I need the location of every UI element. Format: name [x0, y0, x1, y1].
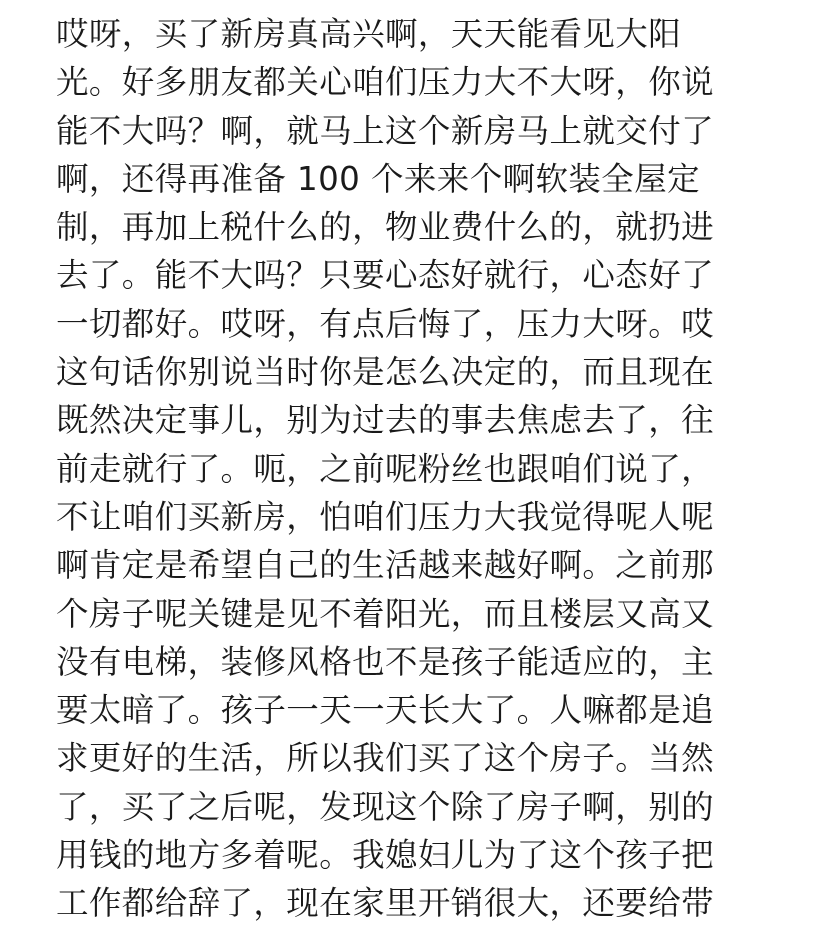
article-text [56, 10, 756, 928]
text-line: 不让咱们买新房，怕咱们压力大我觉得呢人呢 [56, 497, 715, 536]
text-line: 能不大吗？啊，就马上这个新房马上就交付了 [56, 111, 715, 150]
text-line: 制，再加上税什么的，物业费什么的，就扔进 [56, 208, 715, 247]
text-line: 没有电梯，装修风格也不是孩子能适应的，主 [56, 642, 715, 681]
text-line: 这句话你别说当时你是怎么决定的，而且现在 [56, 353, 715, 392]
text-line: 啊，还得再准备 100 个来来个啊软装全屋定 [56, 159, 700, 198]
text-line: 光。好多朋友都关心咱们压力大不大呀，你说 [56, 63, 715, 102]
text-line: 啊肯定是希望自己的生活越来越好啊。之前那 [56, 546, 715, 585]
text-line: 去了。能不大吗？只要心态好就行，心态好了 [56, 256, 715, 295]
text-line: 既然决定事儿，别为过去的事去焦虑去了，往 [56, 401, 715, 440]
text-line: 一切都好。哎呀，有点后悔了，压力大呀。哎 [56, 304, 715, 343]
text-line: 用钱的地方多着呢。我媳妇儿为了这个孩子把 [56, 836, 715, 875]
text-line: 要太暗了。孩子一天一天长大了。人嘛都是追 [56, 691, 715, 730]
text-line: 哎呀，买了新房真高兴啊，天天能看见大阳 [56, 15, 682, 53]
text-line: 工作都给辞了，现在家里开销很大，还要给带 [56, 884, 715, 923]
text-line: 个房子呢关键是见不着阳光，而且楼层又高又 [56, 594, 715, 633]
text-line: 求更好的生活，所以我们买了这个房子。当然 [56, 739, 715, 778]
text-line: 了，买了之后呢，发现这个除了房子啊，别的 [56, 787, 715, 826]
text-line: 前走就行了。呃，之前呢粉丝也跟咱们说了， [56, 449, 715, 488]
